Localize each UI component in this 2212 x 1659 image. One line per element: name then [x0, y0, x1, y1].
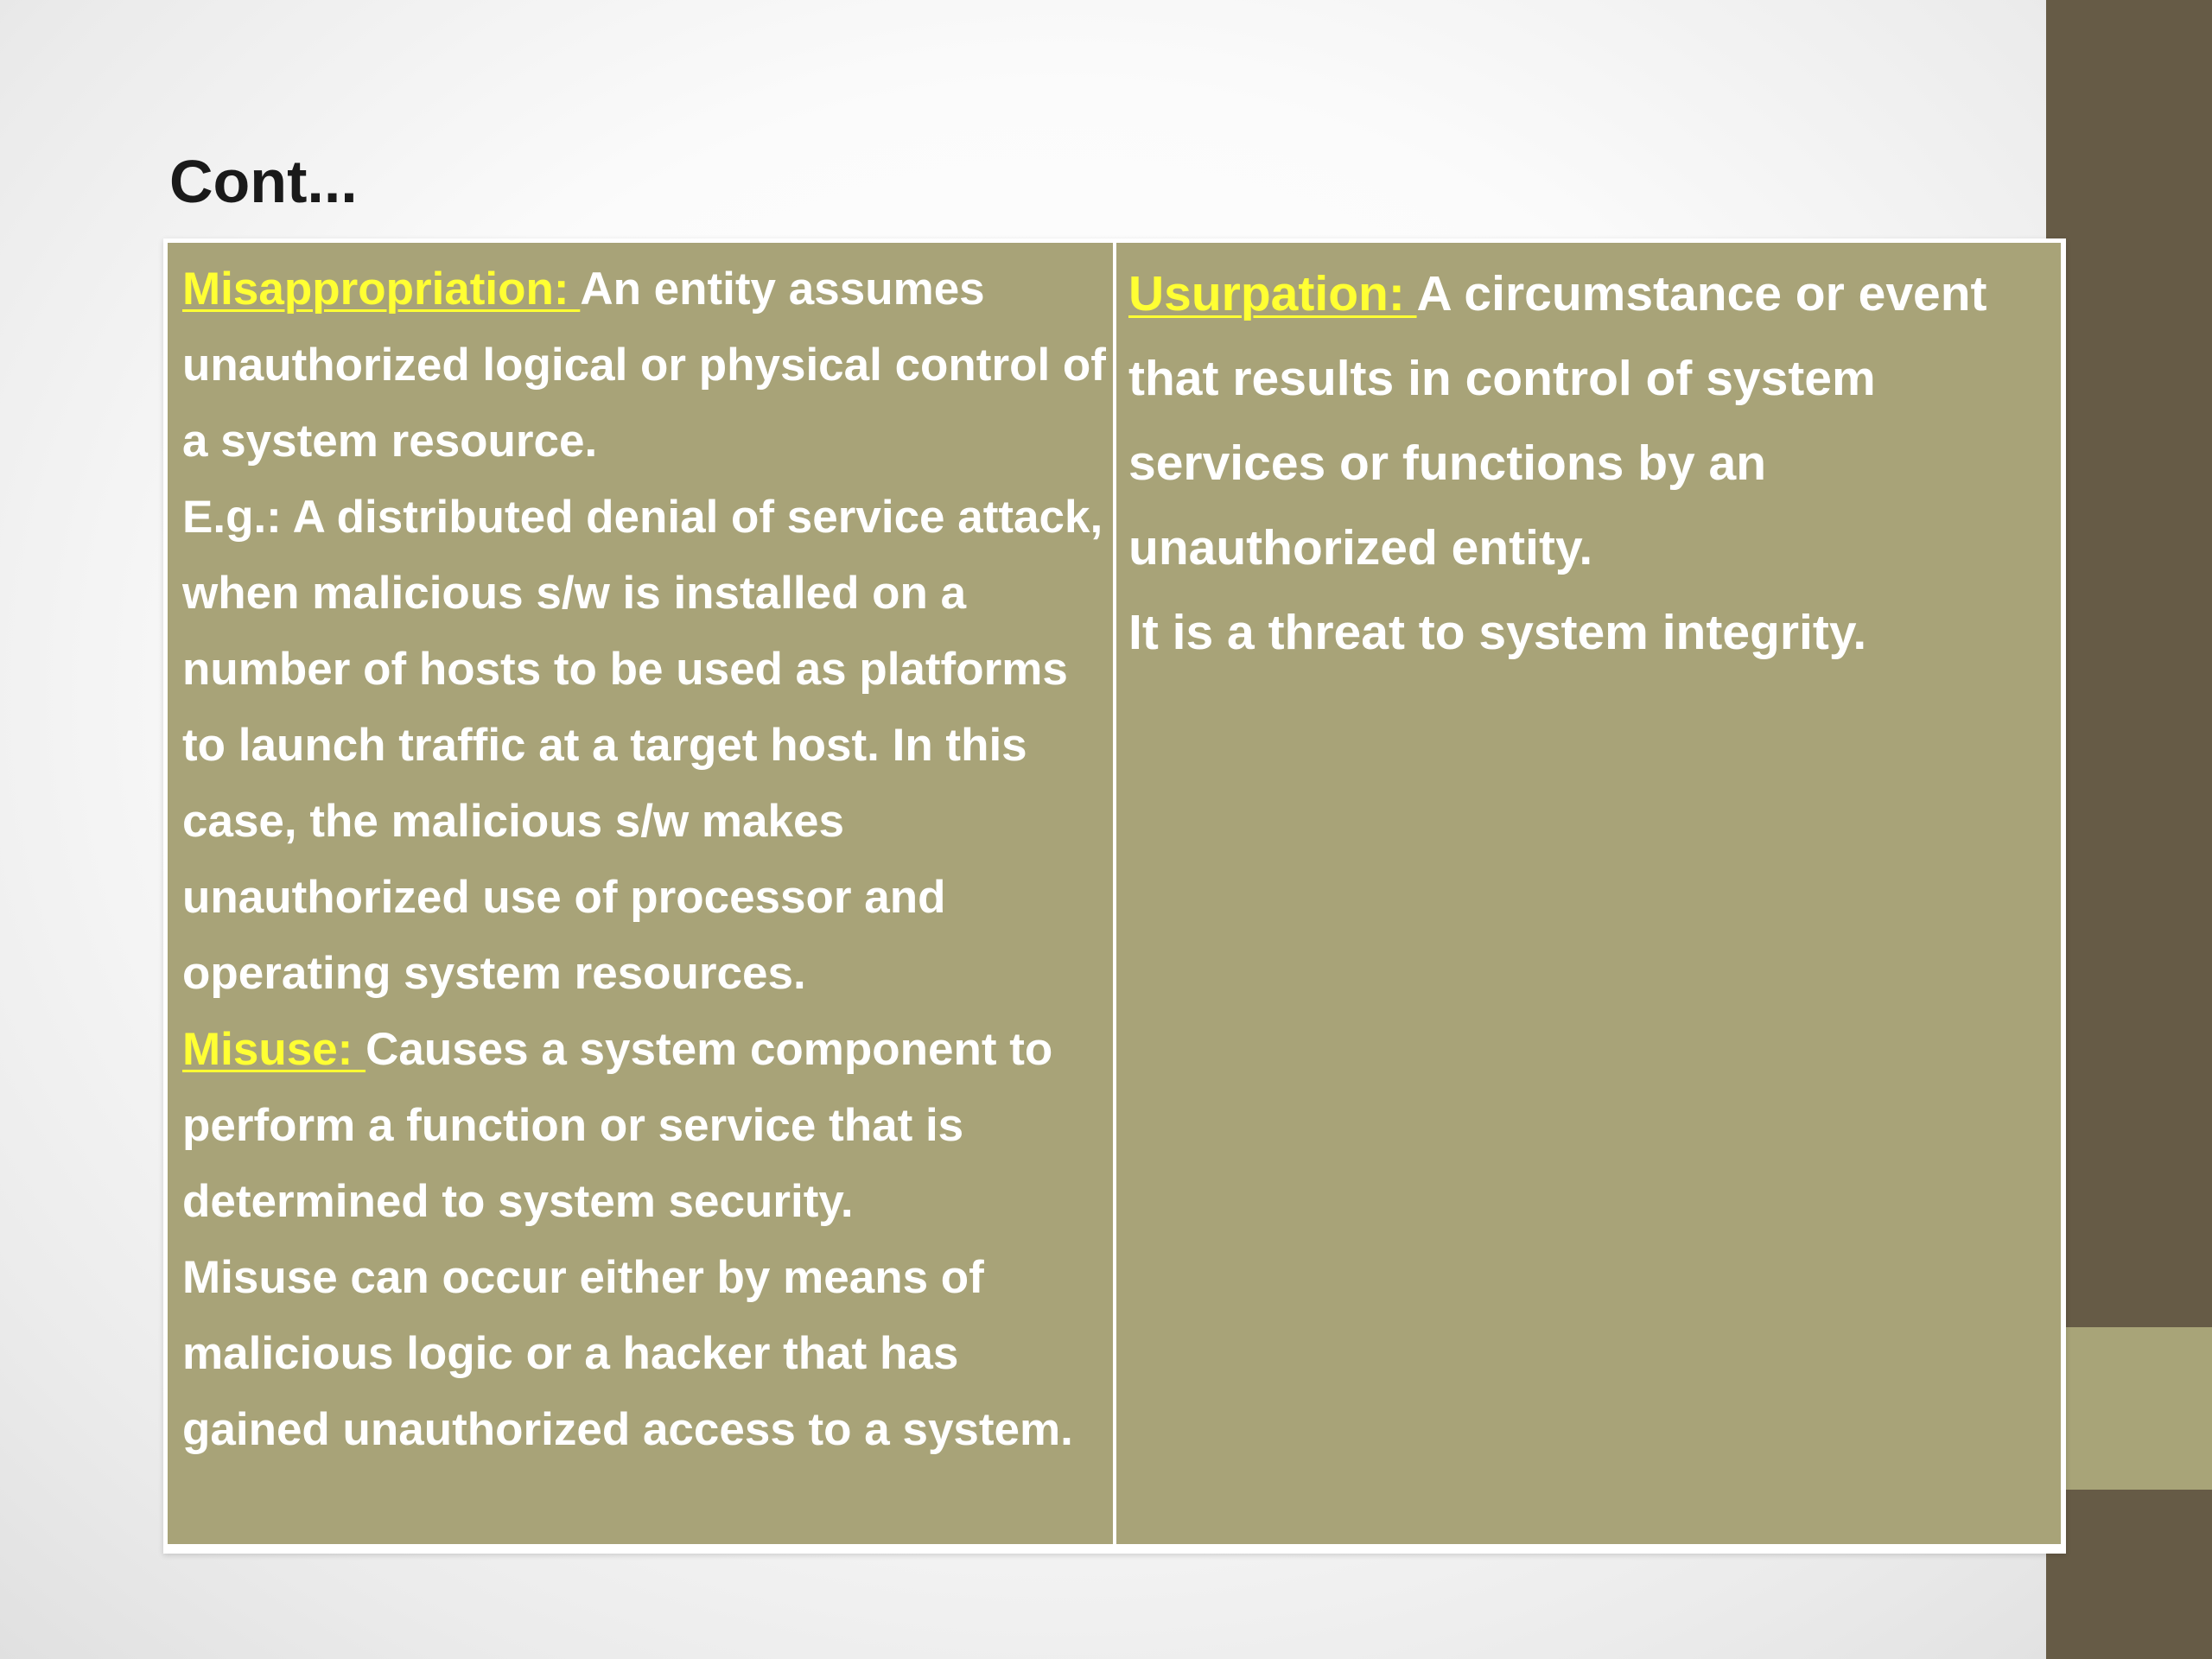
content-table	[163, 238, 2066, 1554]
misappropriation-term: Misappropriation:	[182, 264, 581, 315]
misappropriation-definition: An entity assumes unauthorized logical or physical control of a system resource.	[182, 264, 1106, 467]
slide-title: Cont...	[169, 148, 358, 215]
misuse-definition: Causes a system component to perform a function or service that is determined to system security.	[182, 1024, 1053, 1227]
misappropriation-example: E.g.: A distributed denial of service attack, when malicious s/w is installed on a number of hosts to be used as platforms to launch traffic at a target host. In this case, the malicious s/w makes unauthorized use of processor and operating system resources.	[182, 492, 1103, 999]
table-cell-right	[1116, 243, 2061, 1544]
usurpation-definition: A circumstance or event that results in control of system services or functions by an unauthorized entity.	[1128, 266, 1987, 575]
usurpation-term: Usurpation:	[1128, 266, 1417, 321]
misuse-note: Misuse can occur either by means of malicious logic or a hacker that has gained unauthorized access to a system.	[182, 1252, 1073, 1455]
table-cell-left	[168, 243, 1113, 1544]
misappropriation-paragraph	[182, 251, 1108, 480]
usurpation-paragraph	[1128, 251, 2052, 590]
misuse-paragraph	[182, 1012, 1108, 1240]
usurpation-note: It is a threat to system integrity.	[1128, 605, 1867, 660]
decorative-side-accent	[2062, 1327, 2212, 1490]
misuse-term: Misuse:	[182, 1024, 366, 1075]
